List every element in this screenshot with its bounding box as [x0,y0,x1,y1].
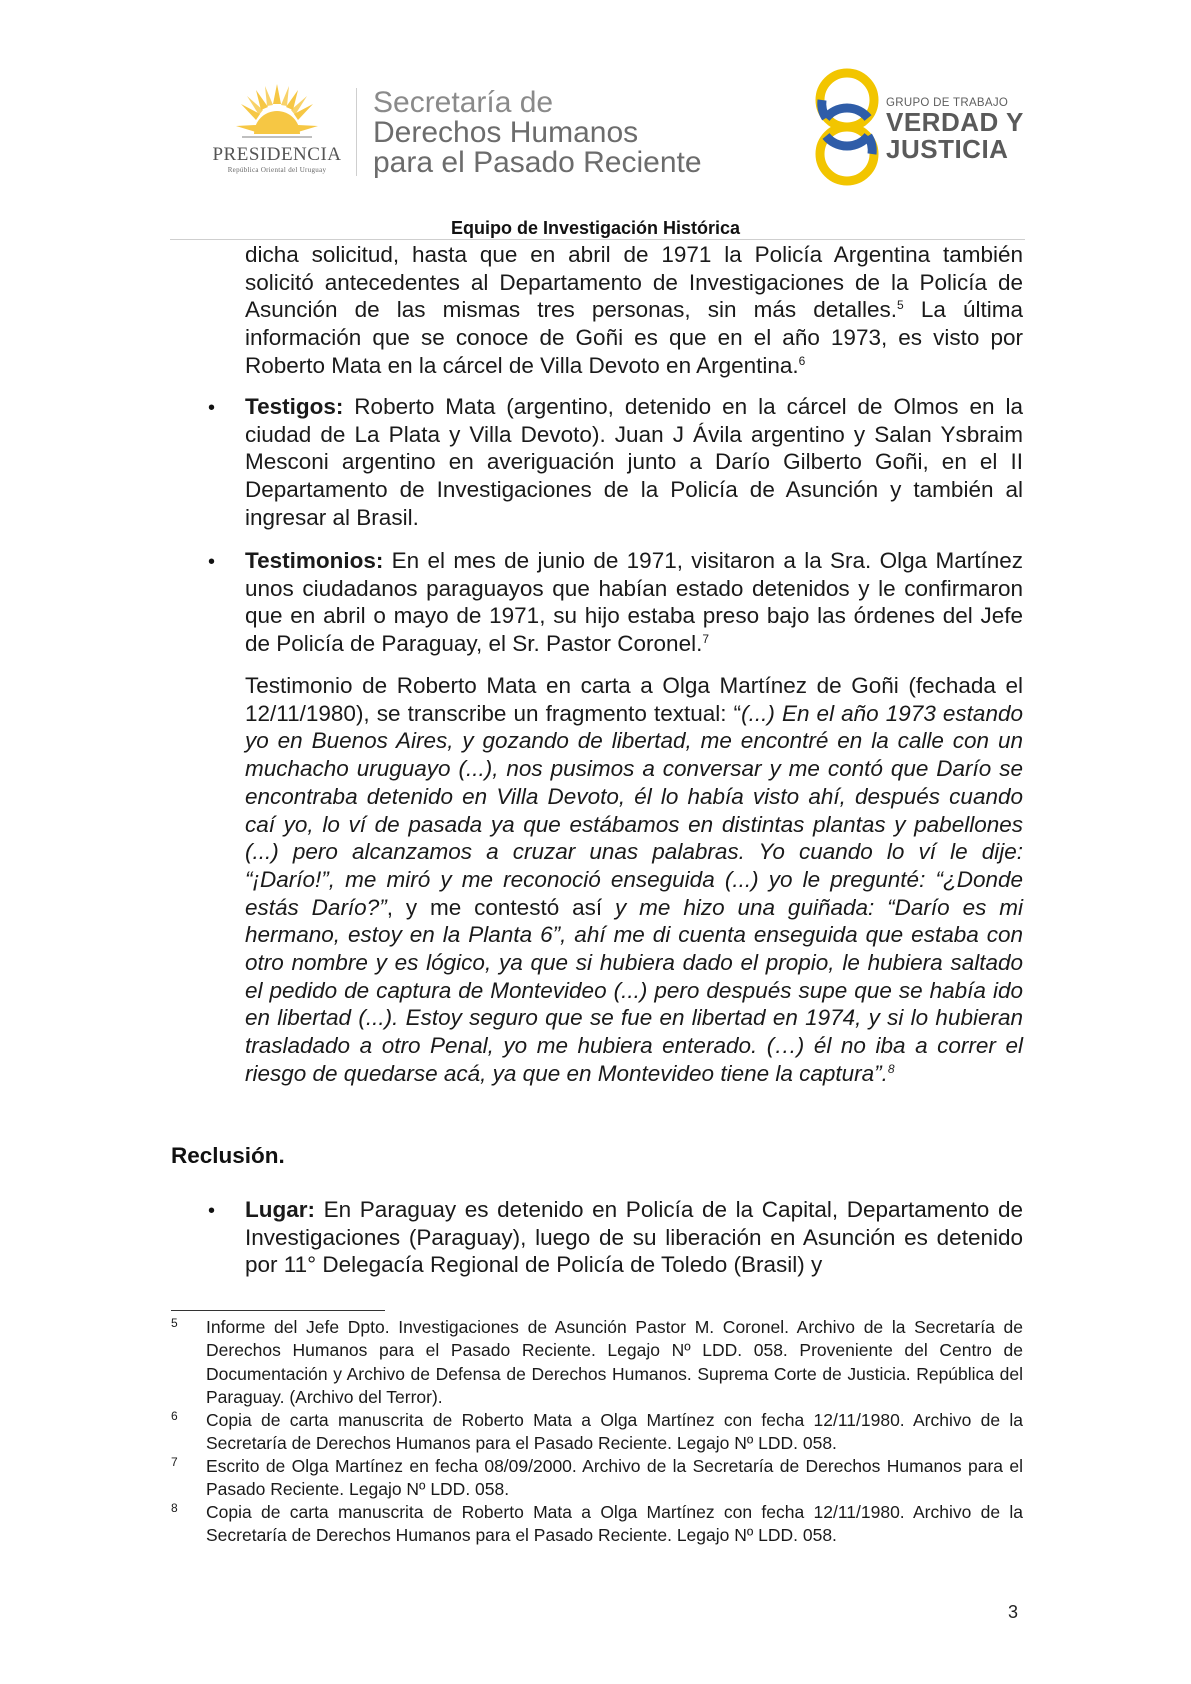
testimonio-mata-paragraph [245,672,1023,1088]
testigos-item [245,393,1023,532]
team-title: Equipo de Investigación Histórica [450,218,741,238]
footnote-number: 8 [171,1501,178,1515]
intro-text-2: La última información que se conoce de Goñi es que en el año 1973, es visto por Roberto Mata en la cárcel de Villa Devoto en Argentina. [245,297,1023,378]
bullet-icon: • [208,551,216,573]
intro-text-1: dicha solicitud, hasta que en abril de 1971 la Policía Argentina también solicitó antecedentes al Departamento de Investigaciones de la Policía de Asunción de las mismas tres personas, sin más detalles. [245,242,1023,323]
presidencia-name: PRESIDENCIA [212,144,342,165]
intro-paragraph [245,241,1023,380]
sun-icon [236,82,318,144]
footnote-number: 5 [171,1316,178,1330]
footnote-ref-7[interactable]: 7 [702,632,710,647]
footnote-number: 7 [171,1455,178,1469]
bullet-icon: • [208,1200,216,1222]
presidencia-subtitle: República Oriental del Uruguay [227,166,327,174]
header-rule [170,239,1025,240]
lugar-label: Lugar: [245,1197,315,1222]
footnote-text: Escrito de Olga Martínez en fecha 08/09/2000. Archivo de la Secretaría de Derechos Humanos para el Pasado Reciente. Legajo Nº LDD. 058. [206,1456,1023,1500]
reclusion-heading: Reclusión. [171,1143,285,1168]
footnote-separator [171,1310,385,1311]
lugar-item [245,1196,1023,1279]
footnote-ref-6[interactable]: 6 [798,353,806,368]
footnote-text: Informe del Jefe Dpto. Investigaciones de Asunción Pastor M. Coronel. Archivo de la Secretaría de Derechos Humanos para el Pasado Reciente. Legajo Nº LDD. 058. Proveniente del Centro de Documentación y Archivo de Defensa de Derechos Humanos. Suprema Corte de Justicia. República del Paraguay. (Archivo del Terror). [206,1317,1023,1408]
verdad-y-label: VERDAD Y [886,107,1024,137]
quote-plain: , y me contestó así [386,894,603,920]
testigos-label: Testigos: [245,394,344,419]
bullet-icon: • [208,397,216,419]
testimonio-intro: Testimonio de Roberto Mata en carta a Olga Martínez de Goñi (fechada el 12/11/1980), se transcribe un fragmento textual: “ [245,673,1023,726]
header-divider [356,88,357,176]
footnote-number: 6 [171,1409,178,1423]
footnote-ref-5[interactable]: 5 [897,298,904,313]
presidencia-logo [196,82,358,178]
grupo-trabajo-text [886,97,1024,163]
grupo-trabajo-label: GRUPO DE TRABAJO [886,97,1009,109]
secretaria-line3: para el Pasado Reciente [373,146,702,179]
footnote-text: Copia de carta manuscrita de Roberto Mata a Olga Martínez con fecha 12/11/1980. Archivo de la Secretaría de Derechos Humanos para el Pasado Reciente. Legajo Nº LDD. 058. [206,1502,1023,1546]
quote-part-b: y me hizo una guiñada: “Darío es mi hermano, estoy en la Planta 6”, ahí me di cuenta enseguida que estaba con otro nombre y es lógico, ya que si hubiera dado el propio, le hubiera saltado el pedido de captura de Montevideo (...) pero después supe que se había ido en libertad (...). Estoy seguro que se fue en libertad en 1974, y si lo hubieran trasladado a otro Penal, yo me hubiera enterado. (…) él no iba a correr el riesgo de quedarse acá, ya que en Montevideo tiene la captura”. [245,894,1023,1086]
testigos-text: Roberto Mata (argentino, detenido en la cárcel de Olmos en la ciudad de La Plata y Villa Devoto). Juan J Ávila argentino y Salan Ysbraim Mesconi argentino en averiguación junto a Darío Gilberto Goñi, en el II Departamento de Investigaciones de la Policía de Asunción y también al ingresar al Brasil. [245,394,1023,530]
testimonios-text: En el mes de junio de 1971, visitaron a la Sra. Olga Martínez unos ciudadanos paraguayos que habían estado detenidos y le confirmaron que en abril o mayo de 1971, su hijo estaba preso bajo las órdenes del Jefe de Policía de Paraguay, el Sr. Pastor Coronel. [245,548,1023,657]
lugar-text: En Paraguay es detenido en Policía de la Capital, Departamento de Investigaciones (Paraguay), luego de su liberación en Asunción es detenido por 11° Delegacía Regional de Policía de Toledo (Brasil) y [245,1197,1023,1278]
page-number: 3 [1008,1602,1019,1622]
secretaria-line2: Derechos Humanos [373,116,639,149]
footnote-text: Copia de carta manuscrita de Roberto Mata a Olga Martínez con fecha 12/11/1980. Archivo de la Secretaría de Derechos Humanos para el Pasado Reciente. Legajo Nº LDD. 058. [206,1410,1023,1454]
secretaria-line1: Secretaría de [373,86,554,119]
quote-part-a: (...) En el año 1973 estando yo en Buenos Aires, y gozando de libertad, me encontré en la calle con un muchacho uruguayo (...), nos pusimos a conversar y me contó que Darío se encontraba detenido en Villa Devoto, él lo había visto ahí, después cuando caí yo, lo ví de pasada ya que estábamos en distintas plantas y pabellones (...) pero alcanzamos a cruzar unas palabras. Yo cuando lo ví le dije: “¡Darío!”, me miró y me reconoció enseguida (...) yo le pregunté: “¿Donde estás Darío?” [245,700,1023,920]
justicia-label: JUSTICIA [886,134,1009,164]
testimonios-label: Testimonios: [245,548,384,573]
secretaria-title [373,88,702,178]
footnote-ref-8[interactable]: 8 [887,1061,895,1076]
testimonios-item [245,547,1023,658]
